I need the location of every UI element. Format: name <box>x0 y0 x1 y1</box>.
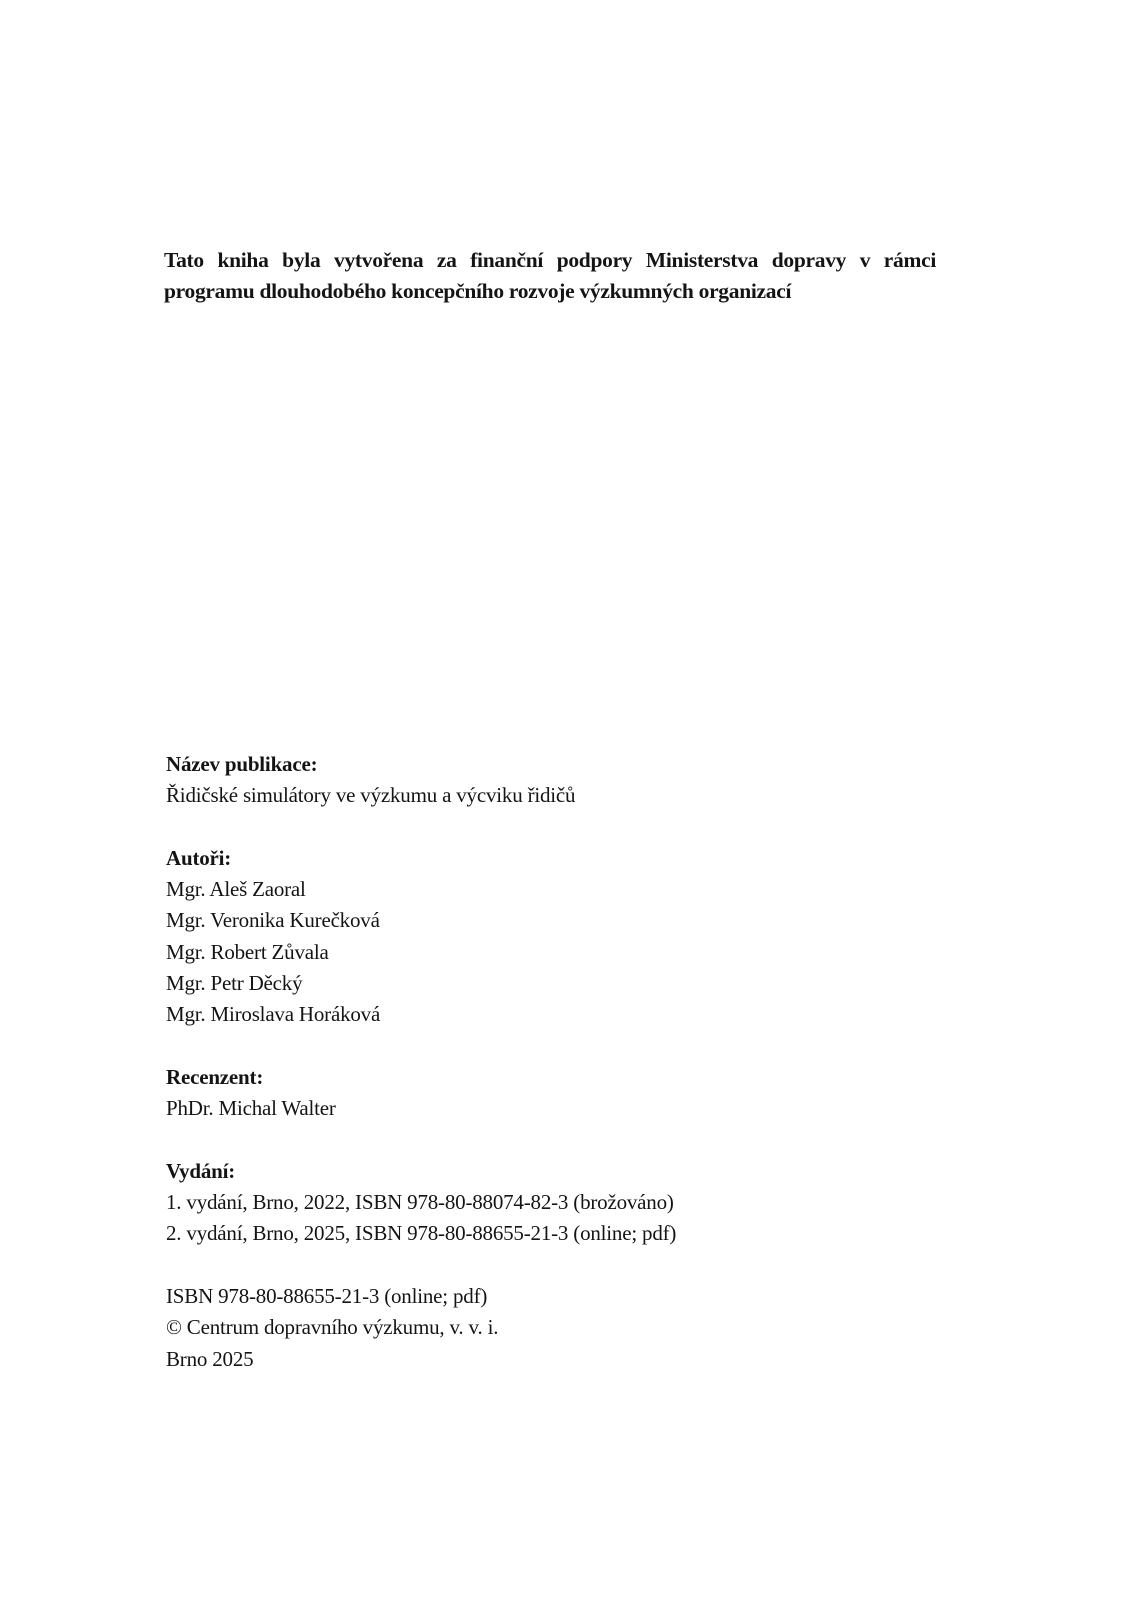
authors-section <box>166 843 866 1031</box>
funding-statement <box>164 245 936 307</box>
publication-title-heading: Název publikace: <box>166 752 318 776</box>
place-year: Brno 2025 <box>166 1346 254 1371</box>
colophon <box>166 749 866 1375</box>
edition-item: 2. vydání, Brno, 2025, ISBN 978-80-88655-21-3 (online; pdf) <box>166 1221 677 1246</box>
author-name: Mgr. Petr Děcký <box>166 971 303 996</box>
imprint-footer <box>166 1281 866 1375</box>
isbn: ISBN 978-80-88655-21-3 (online; pdf) <box>166 1284 488 1309</box>
funding-statement-line-1: Tato kniha byla vytvořena za finanční podpory Ministerstva dopravy v rámci <box>164 248 936 272</box>
author-name: Mgr. Robert Zůvala <box>166 939 329 964</box>
publication-title-section <box>166 749 866 812</box>
author-name: Mgr. Aleš Zaoral <box>166 877 306 902</box>
copyright: © Centrum dopravního výzkumu, v. v. i. <box>166 1315 499 1340</box>
funding-statement-line-2: programu dlouhodobého koncepčního rozvoje výzkumných organizací <box>164 279 792 303</box>
author-name: Mgr. Miroslava Horáková <box>166 1002 381 1027</box>
edition-item: 1. vydání, Brno, 2022, ISBN 978-80-88074-82-3 (brožováno) <box>166 1190 674 1215</box>
reviewer-name: PhDr. Michal Walter <box>166 1096 336 1121</box>
editions-section <box>166 1156 866 1250</box>
authors-heading: Autoři: <box>166 845 232 870</box>
author-name: Mgr. Veronika Kurečková <box>166 908 380 933</box>
publication-title: Řidičské simulátory ve výzkumu a výcviku řidičů <box>166 783 576 808</box>
reviewer-section <box>166 1062 866 1125</box>
editions-heading: Vydání: <box>166 1158 236 1183</box>
reviewer-heading: Recenzent: <box>166 1064 264 1089</box>
